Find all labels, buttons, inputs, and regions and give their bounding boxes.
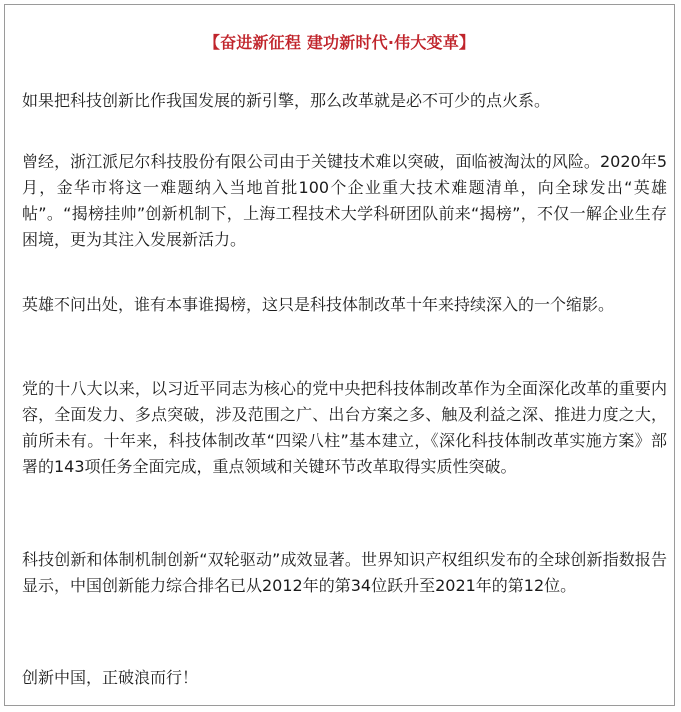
article-paragraph-5: 科技创新和体制机制创新“双轮驱动”成效显著。世界知识产权组织发布的全球创新指数报告显示，中国创新能力综合排名已从2012年的第34位跃升至2021年的第12位。 xyxy=(22,550,667,595)
article-paragraph-4: 党的十八大以来，以习近平同志为核心的党中央把科技体制改革作为全面深化改革的重要内容，全面发力、多点突破，涉及范围之广、出台方案之多、触及利益之深、推进力度之大，前所未有。十年来，科技体制改革“四梁八柱”基本建立，《深化科技体制改革实施方案》部署的143项任务全面完成，重点领域和关键环节改革取得实质性突破。 xyxy=(22,379,667,476)
article-paragraph-3: 英雄不问出处，谁有本事谁揭榜，这只是科技体制改革十年来持续深入的一个缩影。 xyxy=(22,295,615,314)
article-paragraph-6: 创新中国，正破浪而行！ xyxy=(22,668,199,687)
article-frame xyxy=(4,4,675,706)
article-headline: 【奋进新征程 建功新时代·伟大变革】 xyxy=(203,33,476,52)
article-paragraph-2: 曾经，浙江派尼尔科技股份有限公司由于关键技术难以突破，面临被淘汰的风险。2020年5月，金华市将这一难题纳入当地首批100个企业重大技术难题清单，向全球发出“英雄帖”。“揭榜挂帅”创新机制下，上海工程技术大学科研团队前来“揭榜”，不仅一解企业生存困境，更为其注入发展新活力。 xyxy=(22,152,667,249)
article-paragraph-1: 如果把科技创新比作我国发展的新引擎，那么改革就是必不可少的点火系。 xyxy=(22,91,551,110)
